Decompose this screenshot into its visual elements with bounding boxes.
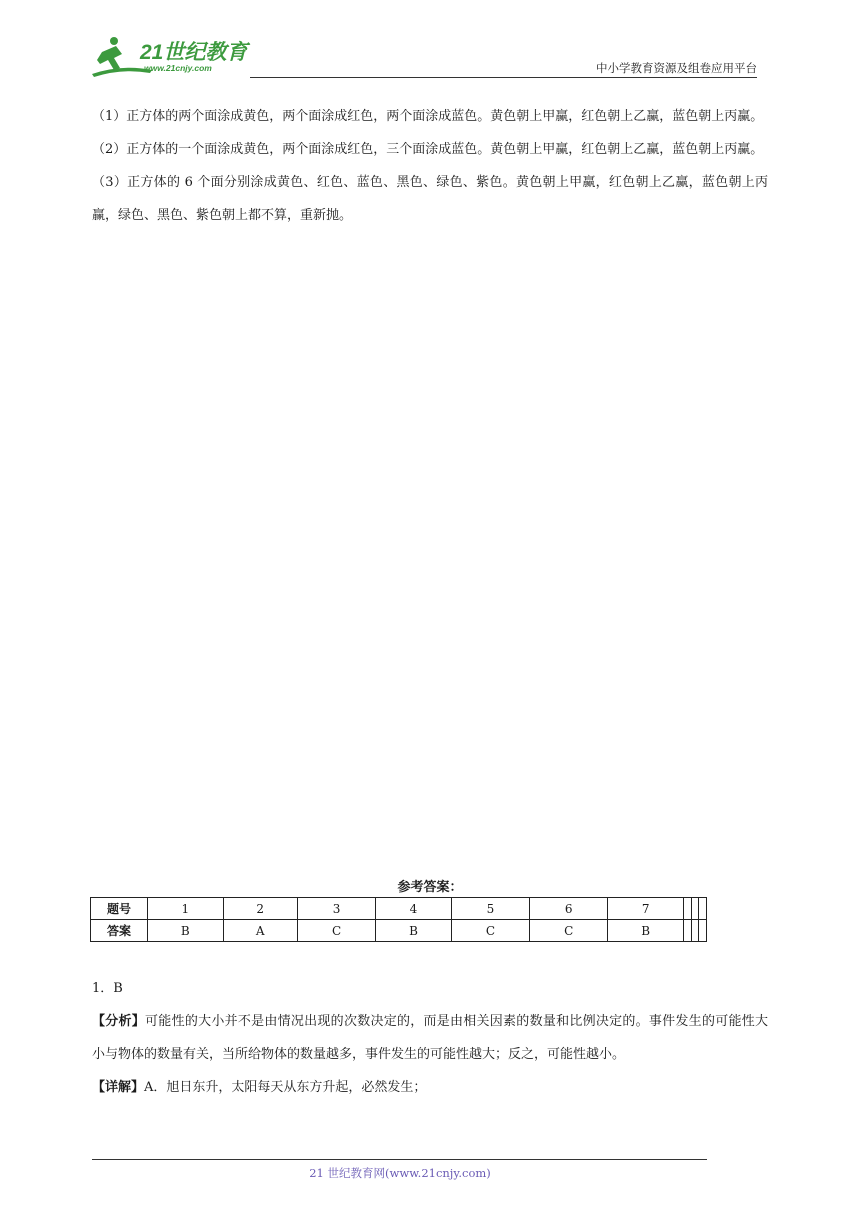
detail-label: 【详解】	[92, 1080, 145, 1095]
solution-section	[92, 972, 768, 1104]
table-cell: 5	[451, 898, 529, 920]
row-label-answer: 答案	[91, 920, 148, 942]
table-cell: C	[451, 920, 529, 942]
table-cell	[691, 898, 699, 920]
option-3: （3）正方体的 6 个面分别涂成黄色、红色、蓝色、黑色、绿色、紫色。黄色朝上甲赢，红色朝上乙赢，蓝色朝上丙赢，绿色、黑色、紫色朝上都不算，重新抛。	[92, 175, 768, 223]
option-2: （2）正方体的一个面涂成黄色，两个面涂成红色，三个面涂成蓝色。黄色朝上甲赢，红色朝上乙赢，蓝色朝上丙赢。	[92, 142, 764, 157]
table-cell	[683, 898, 691, 920]
table-cell: C	[530, 920, 608, 942]
analysis-text: 可能性的大小并不是由情况出现的次数决定的，而是由相关因素的数量和比例决定的。事件发生的可能性大小与物体的数量有关，当所给物体的数量越多，事件发生的可能性越大；反之，可能性越小。	[92, 1014, 768, 1062]
table-cell	[699, 920, 707, 942]
solution-item: 1．B	[92, 981, 123, 996]
table-cell	[683, 920, 691, 942]
analysis-paragraph	[92, 1005, 768, 1071]
table-cell	[699, 898, 707, 920]
detail-paragraph	[92, 1071, 768, 1104]
table-cell: 7	[608, 898, 684, 920]
answer-table	[90, 897, 707, 942]
table-cell: 1	[148, 898, 224, 920]
question-options	[92, 100, 768, 232]
detail-text: A．旭日东升，太阳每天从东方升起，必然发生；	[144, 1080, 427, 1095]
table-cell: B	[148, 920, 224, 942]
logo-title: 21世纪教育	[140, 41, 248, 64]
table-cell: 3	[297, 898, 375, 920]
table-cell	[691, 920, 699, 942]
table-cell: B	[608, 920, 684, 942]
header-divider	[250, 77, 757, 78]
analysis-label: 【分析】	[92, 1014, 146, 1029]
table-cell: 2	[223, 898, 297, 920]
logo-21cnjy	[92, 34, 257, 78]
table-row	[91, 920, 707, 942]
answers-title: 参考答案：	[397, 880, 463, 895]
table-cell: B	[376, 920, 452, 942]
footer-text: 21 世纪教育网(www.21cnjy.com)	[309, 1166, 491, 1180]
table-cell: A	[223, 920, 297, 942]
table-cell: C	[297, 920, 375, 942]
logo-url: www.21cnjy.com	[144, 63, 212, 73]
row-label-number: 题号	[91, 898, 148, 920]
table-row	[91, 898, 707, 920]
option-1: （1）正方体的两个面涂成黄色，两个面涂成红色，两个面涂成蓝色。黄色朝上甲赢，红色朝上乙赢，蓝色朝上丙赢。	[92, 109, 764, 124]
platform-name: 中小学教育资源及组卷应用平台	[596, 61, 757, 75]
footer-divider	[92, 1159, 707, 1160]
table-cell: 4	[376, 898, 452, 920]
table-cell: 6	[530, 898, 608, 920]
page-header	[92, 30, 757, 78]
